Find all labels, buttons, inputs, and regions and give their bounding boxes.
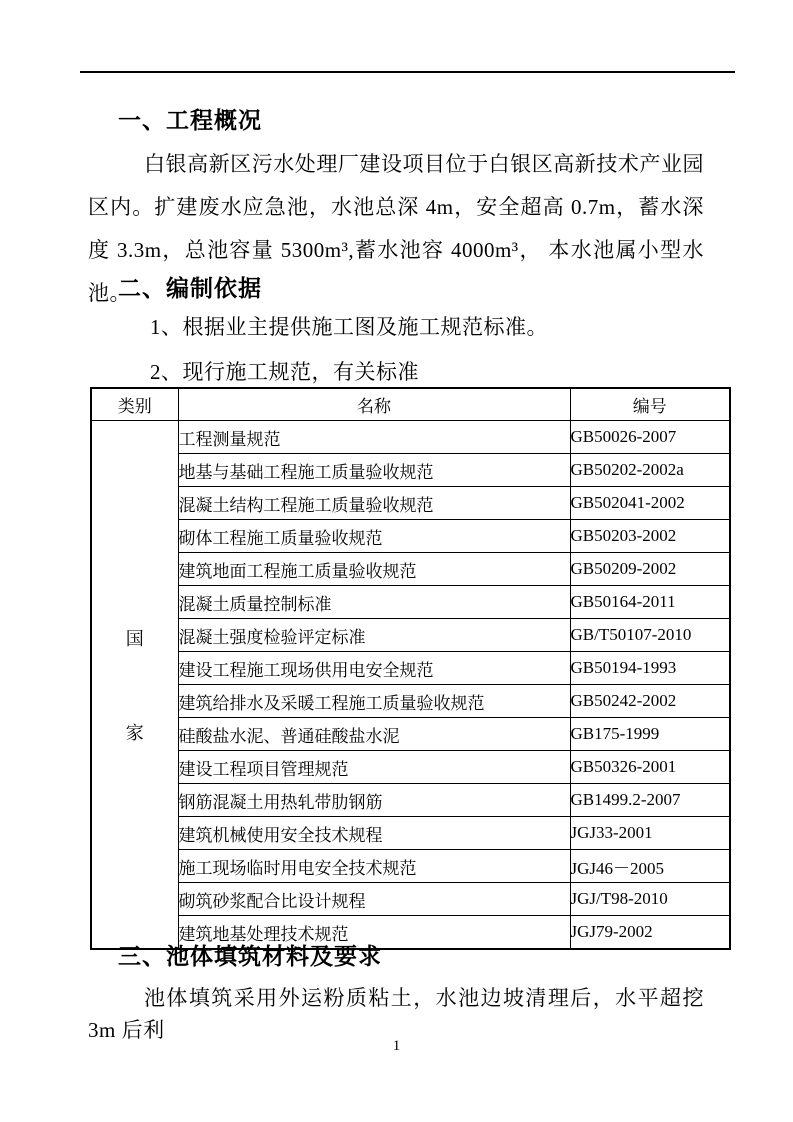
standard-code: GB50209-2002 xyxy=(570,553,730,586)
standard-code: GB/T50107-2010 xyxy=(570,619,730,652)
standard-name: 建筑地面工程施工质量验收规范 xyxy=(178,553,570,586)
table-row xyxy=(91,817,730,850)
overview-paragraph: 白银高新区污水处理厂建设项目位于白银区高新技术产业园区内。扩建废水应急池，水池总深 4m，安全超高 0.7m，蓄水深度 3.3m，总池容量 5300m³,蓄水池容 4000m³， 本水池属小型水池。 xyxy=(88,152,704,305)
standard-name: 建筑机械使用安全技术规程 xyxy=(178,817,570,850)
standard-name: 建设工程项目管理规范 xyxy=(178,751,570,784)
standard-name: 砌体工程施工质量验收规范 xyxy=(178,520,570,553)
header-rule xyxy=(80,71,735,73)
standard-name: 建筑给排水及采暖工程施工质量验收规范 xyxy=(178,685,570,718)
standard-name: 硅酸盐水泥、普通硅酸盐水泥 xyxy=(178,718,570,751)
category-char-1: 国 xyxy=(125,628,144,649)
basis-list-item-1: 1、根据业主提供施工图及施工规范标准。 xyxy=(150,315,548,339)
standard-name: 建设工程施工现场供用电安全规范 xyxy=(178,652,570,685)
table-row xyxy=(91,421,730,454)
standard-code: GB502041-2002 xyxy=(570,487,730,520)
standard-code: GB50026-2007 xyxy=(570,421,730,454)
standard-name: 混凝土结构工程施工质量验收规范 xyxy=(178,487,570,520)
standard-code: GB50242-2002 xyxy=(570,685,730,718)
table-row xyxy=(91,520,730,553)
filling-paragraph: 池体填筑采用外运粉质粘土，水池边坡清理后，水平超挖 3m 后利 xyxy=(88,986,704,1042)
table-row xyxy=(91,619,730,652)
table-row xyxy=(91,487,730,520)
category-vertical-label xyxy=(92,432,178,938)
basis-list-item-2: 2、现行施工规范，有关标准 xyxy=(150,360,419,384)
standards-table xyxy=(90,387,731,950)
standard-name: 建筑地基处理技术规范 xyxy=(178,916,570,950)
standard-code: GB50203-2002 xyxy=(570,520,730,553)
table-row xyxy=(91,454,730,487)
standard-name: 工程测量规范 xyxy=(178,421,570,454)
standard-name: 钢筋混凝土用热轧带肋钢筋 xyxy=(178,784,570,817)
section-heading-3: 三、池体填筑材料及要求 xyxy=(118,943,382,969)
table-row xyxy=(91,718,730,751)
standard-code: JGJ/T98-2010 xyxy=(570,883,730,916)
page-number: 1 xyxy=(392,1038,401,1054)
section-heading-1: 一、工程概况 xyxy=(118,107,262,133)
standard-code: JGJ79-2002 xyxy=(570,916,730,950)
standard-name: 砌筑砂浆配合比设计规程 xyxy=(178,883,570,916)
table-header-row xyxy=(91,388,730,421)
table-row xyxy=(91,883,730,916)
standard-name: 施工现场临时用电安全技术规范 xyxy=(178,850,570,883)
standard-code: GB50202-2002a xyxy=(570,454,730,487)
table-row xyxy=(91,652,730,685)
table-row xyxy=(91,553,730,586)
standard-code: GB50164-2011 xyxy=(570,586,730,619)
section-heading-2: 二、编制依据 xyxy=(118,275,262,301)
standard-code: JGJ33-2001 xyxy=(570,817,730,850)
table-row xyxy=(91,850,730,883)
column-header-category: 类别 xyxy=(91,388,178,421)
table-row xyxy=(91,586,730,619)
table-row xyxy=(91,751,730,784)
standard-code: JGJ46－2005 xyxy=(570,850,730,883)
standard-code: GB175-1999 xyxy=(570,718,730,751)
standard-name: 地基与基础工程施工质量验收规范 xyxy=(178,454,570,487)
category-char-2: 家 xyxy=(125,722,144,743)
table-row xyxy=(91,685,730,718)
standard-code: GB50326-2001 xyxy=(570,751,730,784)
standard-name: 混凝土质量控制标准 xyxy=(178,586,570,619)
standard-code: GB50194-1993 xyxy=(570,652,730,685)
column-header-name: 名称 xyxy=(178,388,570,421)
standard-code: GB1499.2-2007 xyxy=(570,784,730,817)
standard-name: 混凝土强度检验评定标准 xyxy=(178,619,570,652)
table-row xyxy=(91,784,730,817)
category-cell xyxy=(91,421,178,950)
column-header-code: 编号 xyxy=(570,388,730,421)
